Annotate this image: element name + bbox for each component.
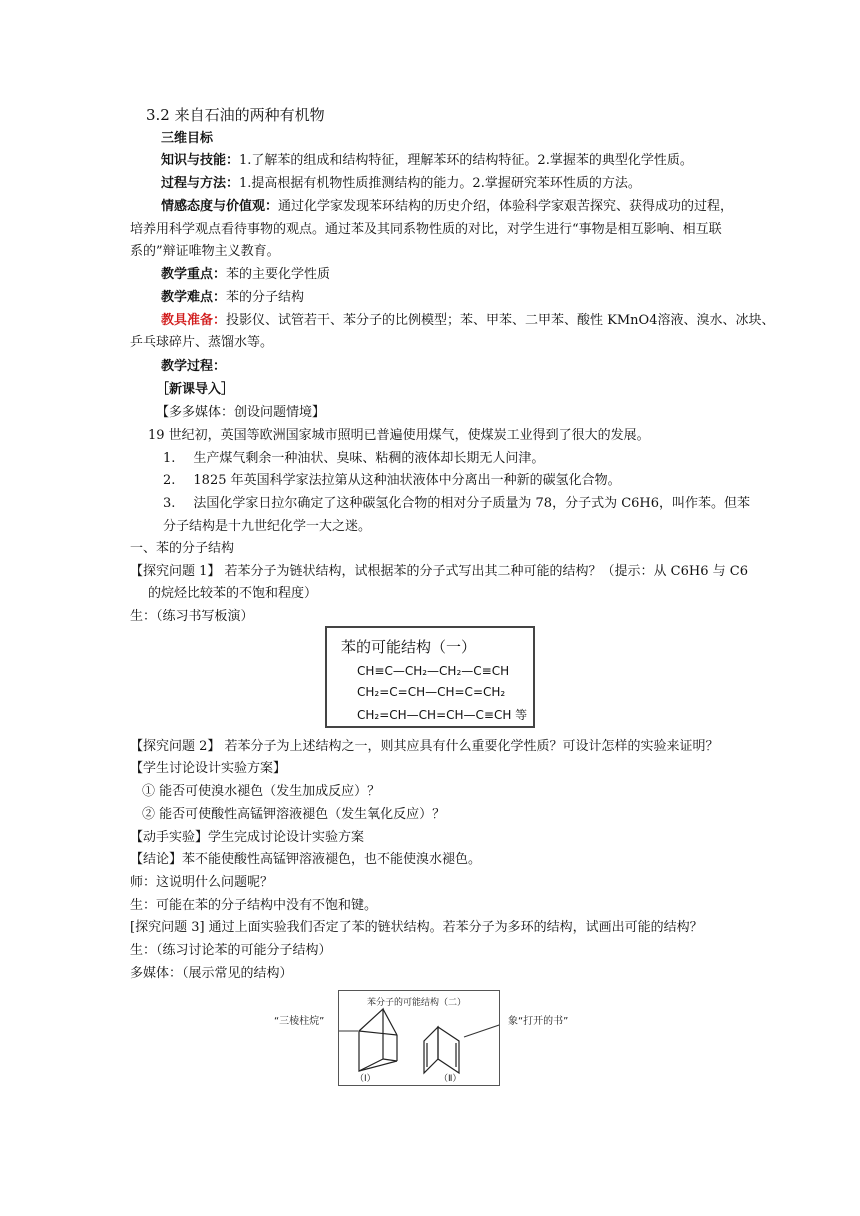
tools-label: 教具准备： (161, 313, 227, 328)
list-item (163, 472, 621, 490)
list-item-num: 3. (163, 496, 176, 511)
list-item-text: 生产煤气剩余一种油状、臭味、粘稠的液体却长期无人问津。 (193, 451, 545, 466)
experiment-line: 【动手实验】学生完成讨论设计实验方案 (130, 830, 365, 845)
book-left-ring (424, 1027, 438, 1073)
list-item-num: 1. (163, 451, 176, 466)
process-heading: 教学过程： (161, 359, 227, 374)
student-line-3: 生：（练习讨论苯的可能分子结构） (130, 943, 332, 958)
list-item-text: 法国化学家日拉尔确定了这种碳氢化合物的相对分子质量为 78，分子式为 C6H6，叫作苯。但苯 (193, 496, 751, 511)
key-text: 苯的主要化学性质 (226, 267, 331, 282)
process-line (161, 175, 641, 193)
figure-2-title: 苯分子的可能结构（二） (367, 998, 467, 1008)
goals-heading: 三维目标 (161, 131, 214, 146)
open-book-pointer (464, 1023, 499, 1037)
difficulty-text: 苯的分子结构 (226, 290, 305, 305)
list-item (163, 495, 750, 513)
prism-edge (359, 1031, 397, 1035)
option-1: ① 能否可使溴水褪色（发生加成反应）？ (142, 784, 381, 799)
question-1-cont: 的烷烃比较苯的不饱和程度） (148, 586, 318, 601)
emotion-line (161, 198, 733, 216)
caption-2: （Ⅱ） (439, 1074, 462, 1084)
emotion-label: 情感态度与价值观： (161, 199, 279, 214)
possible-structures-figure-1 (325, 626, 535, 728)
formula-2: CH₂=C=CH—CH=C=CH₂ (357, 685, 506, 699)
figure-1-title: 苯的可能结构（一） (341, 638, 477, 656)
knowledge-text: 1.了解苯的组成和结构特征，理解苯环的结构特征。2.掌握苯的典型化学性质。 (239, 153, 693, 168)
page-title: 3.2 来自石油的两种有机物 (146, 106, 325, 124)
media-line-2: 多媒体：（展示常见的结构） (130, 966, 293, 981)
open-book-label: 象“打开的书” (508, 1016, 569, 1027)
prism-edge (383, 1059, 397, 1061)
discussion-heading: 【学生讨论设计实验方案】 (130, 761, 287, 776)
tools-line (161, 312, 774, 330)
paragraph-19c: 19 世纪初，英国等欧洲国家城市照明已普遍使用煤气，使煤炭工业得到了很大的发展。 (148, 428, 650, 443)
list-item-continued: 分子结构是十九世纪化学一大之迷。 (163, 519, 372, 534)
emotion-text-2: 培养用科学观点看待事物的观点。通过苯及其同系物性质的对比，对学生进行“事物是相互影响、相互联 (130, 222, 722, 237)
process-text: 1.提高根据有机物性质推测结构的能力。2.掌握研究苯环性质的方法。 (239, 176, 641, 191)
question-3: [探究问题 3] 通过上面实验我们否定了苯的链状结构。若苯分子为多环的结构，试画出可能的结构？ (130, 920, 703, 935)
list-item (163, 450, 544, 468)
question-1: 【探究问题 1】 若苯分子为链状结构，试根据苯的分子式写出其二种可能的结构？（提示：从 C6H6 与 C6 (130, 564, 748, 579)
difficulty-label: 教学难点： (161, 290, 227, 305)
list-item-num: 2. (163, 473, 176, 488)
key-label: 教学重点： (161, 267, 227, 282)
caption-1: （Ⅰ） (355, 1074, 376, 1084)
emotion-text-3: 系的”辩证唯物主义教育。 (130, 244, 280, 259)
student-line-2: 生：可能在苯的分子结构中没有不饱和键。 (130, 898, 378, 913)
possible-structures-figure-2 (338, 990, 500, 1086)
option-2: ② 能否可使酸性高锰钾溶液褪色（发生氧化反应）？ (142, 807, 446, 822)
tools-text: 投影仪、试管若干、苯分子的比例模型；苯、甲苯、二甲苯、酸性 KMnO4溶液、溴水、冰块、 (226, 313, 775, 328)
section-heading-1: 一、苯的分子结构 (130, 541, 235, 556)
formula-1: CH≡C—CH₂—CH₂—C≡CH (357, 664, 510, 678)
emotion-text: 通过化学家发现苯环结构的历史介绍，体验科学家艰苦探究、获得成功的过程， (278, 199, 734, 214)
formula-3: CH₂=CH—CH=CH—C≡CH 等 (357, 708, 528, 722)
prismane-label: “三棱柱烷” (274, 1016, 325, 1027)
student-line-1: 生：（练习书写板演） (130, 609, 254, 624)
new-lesson-intro: ［新课导入］ (156, 382, 235, 397)
knowledge-label: 知识与技能： (161, 153, 240, 168)
prism-front-face (359, 1009, 383, 1071)
conclusion-line: 【结论】苯不能使酸性高锰钾溶液褪色，也不能使溴水褪色。 (130, 852, 482, 867)
teacher-line: 师：这说明什么问题呢？ (130, 875, 274, 890)
prism-edge (359, 1061, 397, 1071)
list-item-text: 1825 年英国科学家法拉第从这种油状液体中分离出一种新的碳氢化合物。 (193, 473, 621, 488)
tools-text-2: 乒乓球碎片、蒸馏水等。 (130, 335, 274, 350)
question-2: 【探究问题 2】 若苯分子为上述结构之一，则其应具有什么重要化学性质？可设计怎样的实验来证明？ (130, 739, 719, 754)
difficulty-line (161, 289, 304, 307)
media-heading-1: 【多多媒体：创设问题情境】 (156, 405, 326, 420)
knowledge-line (161, 152, 693, 170)
prism-edge (383, 1009, 397, 1035)
process-label: 过程与方法： (161, 176, 240, 191)
key-point-line (161, 266, 330, 284)
